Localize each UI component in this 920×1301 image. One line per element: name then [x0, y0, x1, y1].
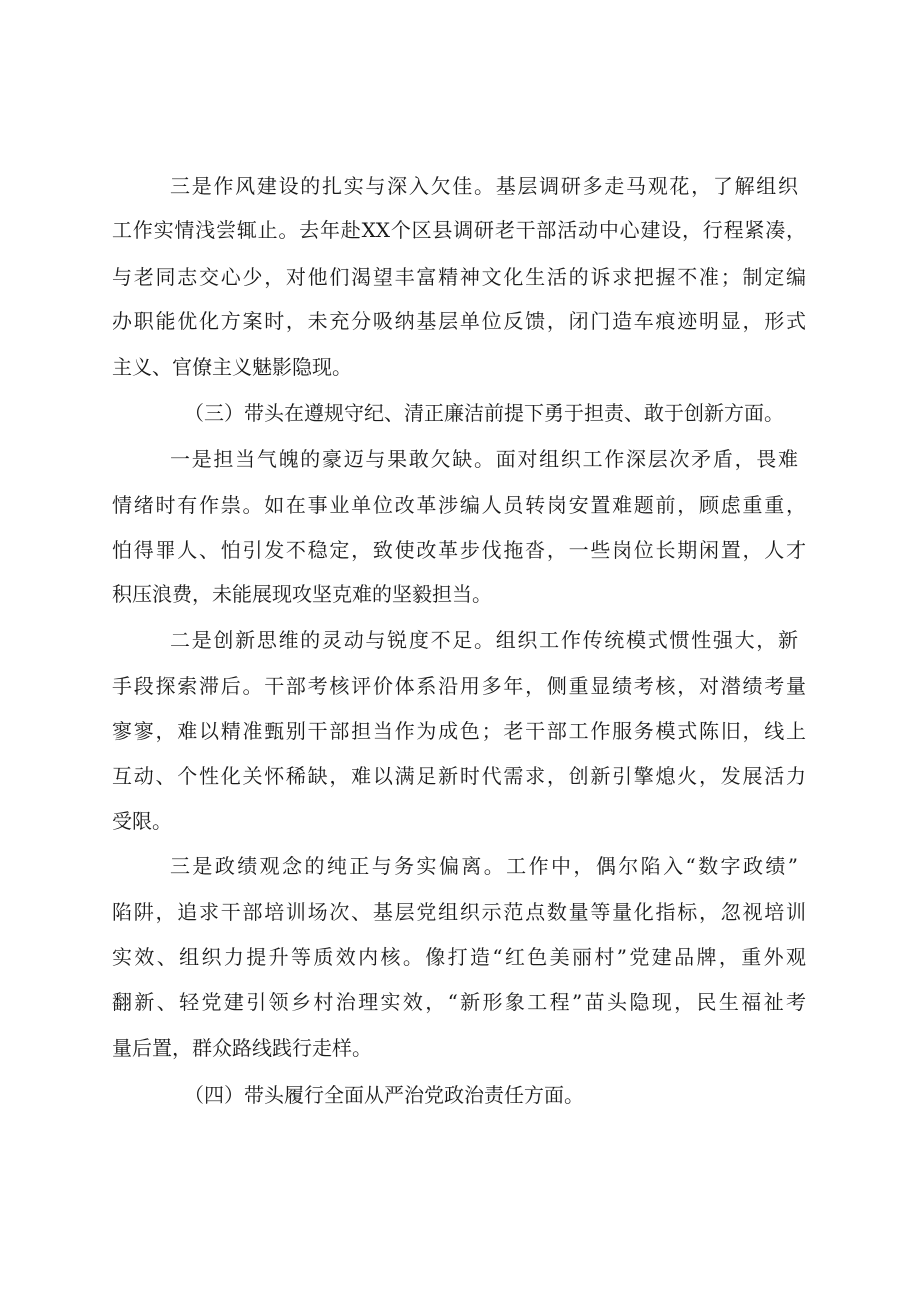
paragraph-4-line-1: 三是政绩观念的纯正与务实偏离。工作中，偶尔陷入“数字政绩” [170, 854, 798, 878]
paragraph-3-line-4: 互动、个性化关怀稀缺，难以满足新时代需求，创新引擎熄火，发展活力 [112, 764, 806, 788]
paragraph-3-line-2: 手段探索滞后。干部考核评价体系沿用多年，侧重显绩考核，对潜绩考量 [112, 674, 806, 698]
section-heading-4: （四）带头履行全面从严治党政治责任方面。 [184, 1083, 584, 1107]
paragraph-2-line-1: 一是担当气魄的豪迈与果敢欠缺。面对组织工作深层次矛盾，畏难 [170, 447, 798, 471]
paragraph-1-line-2: 工作实情浅尝辄止。去年赴XX个区县调研老干部活动中心建设，行程紧凑， [112, 218, 806, 242]
paragraph-4-line-4: 翻新、轻党建引领乡村治理实效，“新形象工程”苗头隐现，民生福祉考 [112, 990, 806, 1014]
paragraph-3-line-3: 寥寥，难以精准甄别干部担当作为成色；老干部工作服务模式陈旧，线上 [112, 719, 806, 743]
paragraph-2-line-3: 怕得罪人、怕引发不稳定，致使改革步伐拖沓，一些岗位长期闲置，人才 [112, 538, 806, 562]
paragraph-2-line-4: 积压浪费，未能展现攻坚克难的坚毅担当。 [112, 582, 492, 606]
paragraph-1-line-4: 办职能优化方案时，未充分吸纳基层单位反馈，闭门造车痕迹明显，形式 [112, 309, 806, 333]
paragraph-2-line-2: 情绪时有作祟。如在事业单位改革涉编人员转岗安置难题前，顾虑重重， [112, 493, 806, 517]
paragraph-1-line-5: 主义、官僚主义魅影隐现。 [112, 355, 352, 379]
paragraph-3-line-5: 受限。 [112, 809, 172, 833]
paragraph-1-line-3: 与老同志交心少，对他们渴望丰富精神文化生活的诉求把握不准；制定编 [112, 265, 806, 289]
paragraph-4-line-2: 陷阱，追求干部培训场次、基层党组织示范点数量等量化指标，忽视培训 [112, 900, 806, 924]
paragraph-4-line-3: 实效、组织力提升等质效内核。像打造“红色美丽村”党建品牌，重外观 [112, 945, 806, 969]
paragraph-3-line-1: 二是创新思维的灵动与锐度不足。组织工作传统模式惯性强大，新 [170, 628, 798, 652]
paragraph-1-line-1: 三是作风建设的扎实与深入欠佳。基层调研多走马观花，了解组织 [170, 174, 798, 198]
paragraph-4-line-5: 量后置，群众路线践行走样。 [112, 1036, 372, 1060]
section-heading-3: （三）带头在遵规守纪、清正廉洁前提下勇于担责、敢于创新方面。 [184, 401, 784, 425]
